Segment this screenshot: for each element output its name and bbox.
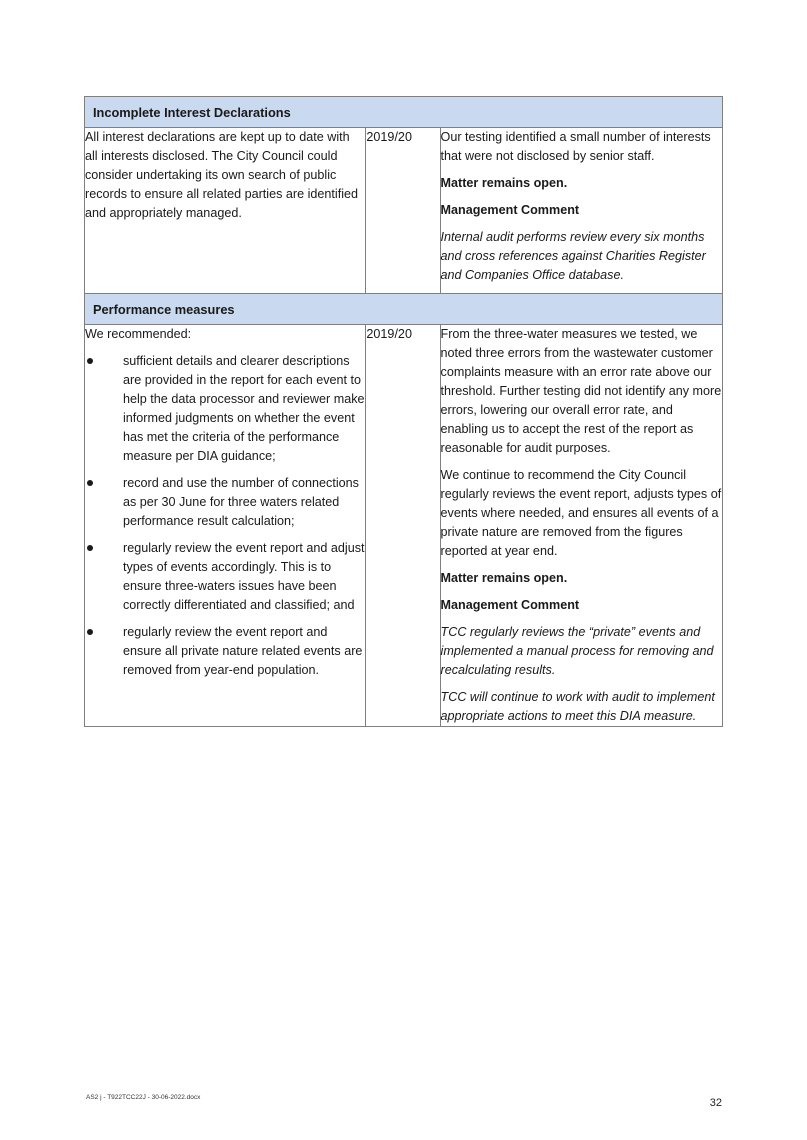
- management-comment-text: TCC regularly reviews the “private” events and implemented a manual process for removing and recalculating results.: [440, 625, 714, 677]
- bullet-icon: [87, 545, 93, 551]
- footer-document-reference: AS2 j - T922TCC22J - 30-06-2022.docx: [86, 1094, 201, 1101]
- list-item-text: regularly review the event report and adjust types of events accordingly. This is to ensure three-waters issues have been correctly differentiated and classified; and: [123, 541, 365, 612]
- audit-findings-table: [84, 96, 723, 727]
- list-item-text: record and use the number of connections as per 30 June for three waters related performance result calculation;: [123, 476, 359, 528]
- list-item: [85, 474, 365, 531]
- finding-row: [85, 128, 723, 294]
- finding-row: [85, 325, 723, 727]
- list-item: [85, 539, 365, 615]
- finding-text: From the three-water measures we tested, we noted three errors from the wastewater customer complaints measure with an error rate above our threshold. Further testing did not identify any more errors, lowering our overall error rate, and enabling us to accept the rest of the report as reasonable for audit purposes.: [440, 327, 722, 455]
- year-cell: 2019/20: [366, 128, 440, 294]
- list-item-text: regularly review the event report and ensure all private nature related events are removed from year-end population.: [123, 625, 363, 677]
- management-comment-text: TCC will continue to work with audit to implement appropriate actions to meet this DIA measure.: [440, 690, 715, 723]
- management-comment-text: Internal audit performs review every six months and cross references against Charities Register and Companies Office database.: [440, 230, 706, 282]
- finding-text: Our testing identified a small number of interests that were not disclosed by senior staff.: [440, 130, 711, 163]
- page-number: 32: [709, 1097, 722, 1109]
- bullet-icon: [87, 358, 93, 364]
- recommendation-cell: [85, 128, 366, 294]
- status-text: Matter remains open.: [440, 571, 568, 585]
- findings-cell: [440, 325, 722, 727]
- section-header-row: [85, 294, 723, 325]
- recommendation-text: All interest declarations are kept up to date with all interests disclosed. The City Council could consider undertaking its own search of public records to ensure all related parties are identified and appropriately managed.: [85, 130, 359, 220]
- finding-text: We continue to recommend the City Council regularly reviews the event report, adjusts types of events where needed, and ensures all events of a private nature are removed from the figures reported at year end.: [440, 468, 722, 558]
- recommendation-cell: [85, 325, 366, 727]
- findings-cell: [440, 128, 722, 294]
- list-item: [85, 352, 365, 466]
- status-text: Matter remains open.: [440, 176, 568, 190]
- management-comment-heading: Management Comment: [440, 598, 580, 612]
- bullet-icon: [87, 480, 93, 486]
- recommendation-intro: We recommended:: [85, 327, 192, 341]
- section-title: Incomplete Interest Declarations: [85, 97, 723, 128]
- section-title: Performance measures: [85, 294, 723, 325]
- list-item-text: sufficient details and clearer descriptions are provided in the report for each event to help the data processor and reviewer make informed judgments on whether the event has met the criteria of the performance measure per DIA guidance;: [123, 354, 365, 463]
- section-header-row: [85, 97, 723, 128]
- list-item: [85, 623, 365, 680]
- recommendation-list: [85, 352, 365, 680]
- year-cell: 2019/20: [366, 325, 440, 727]
- management-comment-heading: Management Comment: [440, 203, 580, 217]
- bullet-icon: [87, 629, 93, 635]
